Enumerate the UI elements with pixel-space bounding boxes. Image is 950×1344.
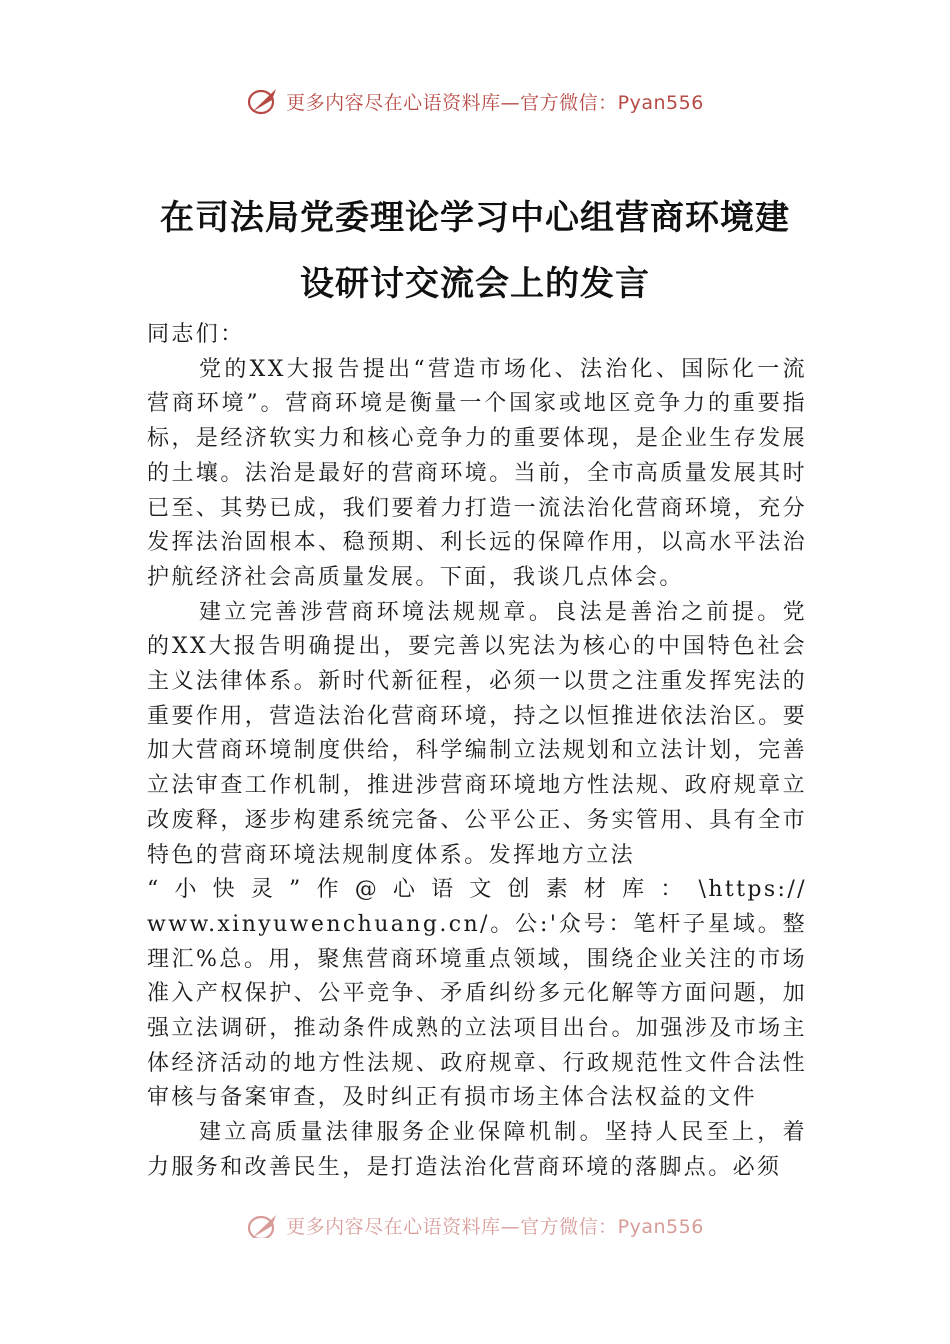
footer-watermark bbox=[0, 1212, 950, 1238]
document-title-line-2: 设研讨交流会上的发言 bbox=[300, 264, 650, 304]
document-title-line-1: 在司法局党委理论学习中心组营商环境建 bbox=[160, 198, 790, 238]
header-watermark bbox=[0, 86, 950, 116]
watermark-text: 更多内容尽在心语资料库—官方微信：Pyan556 bbox=[286, 91, 704, 114]
watermark-text: 更多内容尽在心语资料库—官方微信：Pyan556 bbox=[286, 1216, 704, 1238]
paragraph-2: 建立完善涉营商环境法规规章。良法是善治之前提。党的XX大报告明确提出，要完善以宪法为核心的中国特色社会主义法律体系。新时代新征程，必须一以贯之注重发挥宪法的重要作用，营造法治化营商环境，持之以恒推进依法治区。要加大营商环境制度供给，科学编制立法规划和立法计划，完善立法审查工作机制，推进涉营商环境地方性法规、政府规章立改废释，逐步构建系统完备、公平公正、务实管用、具有全市特色的营商环境法规制度体系。发挥地方立法 bbox=[147, 599, 807, 868]
paragraph-1: 党的XX大报告提出“营造市场化、法治化、国际化一流营商环境”。营商环境是衡量一个国家或地区竞争力的重要指标，是经济软实力和核心竞争力的重要体现，是企业生存发展的土壤。法治是最好的营商环境。当前，全市高质量发展其时已至、其势已成，我们要着力打造一流法治化营商环境，充分发挥法治固根本、稳预期、利长远的保障作用，以高水平法治护航经济社会高质量发展。下面，我谈几点体会。 bbox=[147, 356, 807, 590]
quill-logo-icon bbox=[246, 1212, 280, 1238]
paragraph-3: 建立高质量法律服务企业保障机制。坚持人民至上，着力服务和改善民生，是打造法治化营商环境的落脚点。必须 bbox=[147, 1120, 807, 1180]
paragraph-2-spaced-line: “小快灵”作@心语文创素材库：\https:// bbox=[147, 877, 807, 903]
paragraph-2-continued: www.xinyuwenchuang.cn/。公:'众号：笔杆子星域。整理汇%总。用，聚焦营商环境重点领域，围绕企业关注的市场准入产权保护、公平竞争、矛盾纠纷多元化解等方面问题，加强立法调研，推动条件成熟的立法项目出台。加强涉及市场主体经济活动的地方性法规、政府规章、行政规范性文件合法性审核与备案审查，及时纠正有损市场主体合法权益的文件 bbox=[147, 911, 807, 1111]
quill-logo-icon bbox=[246, 86, 280, 116]
document-body bbox=[147, 318, 807, 1186]
salutation: 同志们： bbox=[147, 322, 245, 347]
